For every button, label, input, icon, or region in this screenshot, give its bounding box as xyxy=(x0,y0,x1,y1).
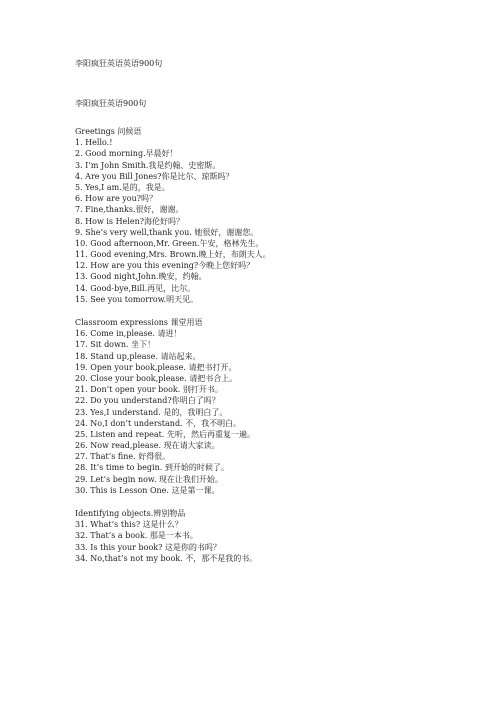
sentence-line: 7. Fine,thanks.很好，谢谢。 xyxy=(75,205,184,215)
sentence-line: 3. I’m John Smith.我是约翰、史密斯。 xyxy=(75,160,221,170)
sentence-line: 32. That’s a book. 那是一本书。 xyxy=(75,531,198,541)
section-heading: Classroom expressions 课堂用语 xyxy=(75,318,203,327)
sentence-line: 23. Yes,I understand. 是的，我明白了。 xyxy=(75,407,228,417)
document-subtitle: 李阳疯狂英语900句 xyxy=(75,99,147,108)
sentence-line: 1. Hello.! xyxy=(75,138,113,148)
section-heading: Greetings 问候语 xyxy=(75,127,142,136)
sentence-line: 26. Now read,please. 现在请大家读。 xyxy=(75,441,220,451)
sentence-line: 4. Are you Bill Jones?你是比尔、琼斯吗？ xyxy=(75,171,234,181)
sentence-line: 9. She’s very well,thank you. 她很好，谢谢您。 xyxy=(75,227,259,237)
sentence-line: 12. How are you this evening?今晚上您好吗？ xyxy=(75,261,255,271)
sentence-line: 19. Open your book,please. 请把书打开。 xyxy=(75,362,237,372)
document-body xyxy=(75,126,475,564)
sentence-line: 24. No,I don’t understand. 不，我不明白。 xyxy=(75,418,242,428)
sentence-line: 21. Don’t open your book. 别打开书。 xyxy=(75,385,223,395)
sentence-line: 34. No,that’s not my book. 不，那不是我的书。 xyxy=(75,553,258,563)
sentence-line: 25. Listen and repeat. 先听，然后再重复一遍。 xyxy=(75,429,255,439)
sentence-line: 20. Close your book,please. 请把书合上。 xyxy=(75,373,238,383)
sentence-line: 11. Good evening,Mrs. Brown.晚上好，布朗夫人。 xyxy=(75,250,271,260)
sentence-line: 18. Stand up,please. 请站起来。 xyxy=(75,351,201,361)
sentence-line: 6. How are you?吗？ xyxy=(75,194,158,204)
section-classroom-expressions xyxy=(75,317,475,496)
section-identifying-objects xyxy=(75,508,475,564)
sentence-line: 17. Sit down. 坐下！ xyxy=(75,340,156,350)
sentence-line: 8. How is Helen?海伦好吗？ xyxy=(75,216,185,226)
document-title: 李阳疯狂英语英语900句 xyxy=(75,59,163,68)
sentence-line: 14. Good-bye,Bill.再见，比尔。 xyxy=(75,283,196,293)
sentence-line: 15. See you tomorrow.明天见。 xyxy=(75,294,199,304)
sentence-line: 28. It’s time to begin. 到开始的时候了。 xyxy=(75,463,229,473)
sentence-line: 13. Good night,John.晚安，约翰。 xyxy=(75,272,207,282)
section-greetings xyxy=(75,126,475,305)
sentence-line: 22. Do you understand?你明白了吗？ xyxy=(75,396,220,406)
sentence-line: 5. Yes,I am.是的，我是。 xyxy=(75,182,170,192)
sentence-line: 2. Good morning.早晨好！ xyxy=(75,149,178,159)
section-heading: Identifying objects.辨别物品 xyxy=(75,509,186,518)
sentence-line: 27. That’s fine. 好得很。 xyxy=(75,452,171,462)
sentence-line: 10. Good afternoon,Mr. Green.午安，格林先生。 xyxy=(75,238,264,248)
sentence-line: 29. Let’s begin now. 现在让我们开始。 xyxy=(75,474,223,484)
sentence-line: 16. Come in,please. 请进！ xyxy=(75,329,182,339)
sentence-line: 30. This is Lesson One. 这是第一课。 xyxy=(75,485,220,495)
sentence-line: 33. Is this your book? 这是你的书吗？ xyxy=(75,542,221,552)
sentence-line: 31. What’s this? 这是什么？ xyxy=(75,520,183,530)
